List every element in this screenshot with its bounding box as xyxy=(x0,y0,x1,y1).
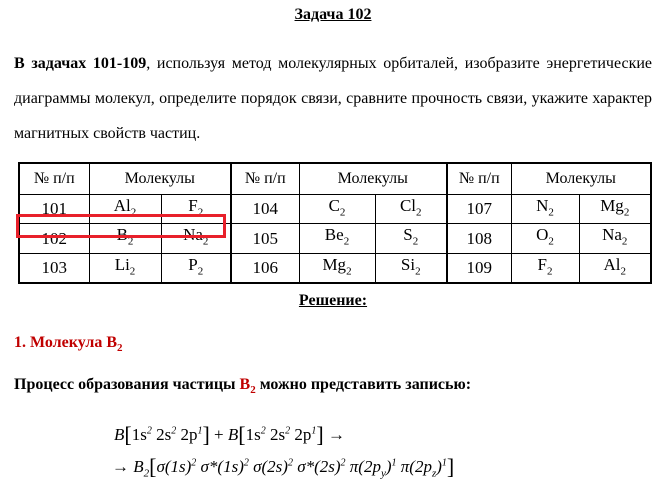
molecule-cell: $N_2$ xyxy=(511,195,579,224)
formula-molecule: → $B_2[\sigma(1s)^2$ $\sigma*(1s)^2$ $\sigma(2s)^2$ $\sigma*(2s)^2$ $\pi(2p_y)^1$ $\pi(2p_z)^1$] xyxy=(112,454,455,480)
molecule-cell: $Mg_2$ xyxy=(299,253,375,283)
task-description xyxy=(14,46,652,151)
header-molecules-2: Молекулы xyxy=(299,163,447,195)
task-number: 102 xyxy=(19,224,89,253)
molecule-cell: $Na_2$ xyxy=(579,224,651,253)
formula-atoms: $B[1s^2$ $2s^2$ $2p^1] + B[1s^2$ $2s^2$ $2p^1$] → xyxy=(114,422,345,447)
header-molecules-1: Молекулы xyxy=(89,163,231,195)
task-title: Задача 102 xyxy=(294,6,372,23)
task-range: В задачах 101-109 xyxy=(14,55,147,72)
molecule-cell: $F_2$ xyxy=(511,253,579,283)
molecule-cell: $Al_2$ xyxy=(579,253,651,283)
molecule-cell: $B_2$ xyxy=(89,224,161,253)
molecule-cell: $F_2$ xyxy=(161,195,231,224)
task-number: 106 xyxy=(231,253,299,283)
header-number-1: № п/п xyxy=(19,163,89,195)
task-table xyxy=(18,162,652,284)
task-number: 104 xyxy=(231,195,299,224)
molecule-cell: $O_2$ xyxy=(511,224,579,253)
task-number: 108 xyxy=(447,224,511,253)
task-number: 109 xyxy=(447,253,511,283)
task-number: 107 xyxy=(447,195,511,224)
molecule-cell: $P_2$ xyxy=(161,253,231,283)
molecule-cell: $C_2$ xyxy=(299,195,375,224)
table-row xyxy=(19,224,651,253)
molecule-cell: $Be_2$ xyxy=(299,224,375,253)
molecule-cell: $Al_2$ xyxy=(89,195,161,224)
molecule-cell: $Na_2$ xyxy=(161,224,231,253)
table-row xyxy=(19,195,651,224)
molecule-cell: $Li_2$ xyxy=(89,253,161,283)
task-number: 103 xyxy=(19,253,89,283)
molecule-cell: $Si_2$ xyxy=(375,253,447,283)
section-heading: 1. Молекула $B_2$ xyxy=(14,334,123,355)
process-statement: Процесс образования частицы $B_2$ можно представить записью: xyxy=(14,376,472,397)
header-molecules-3: Молекулы xyxy=(511,163,651,195)
particle-name: $B_2$ xyxy=(239,376,256,397)
molecule-cell: $Cl_2$ xyxy=(375,195,447,224)
solution-heading: Решение: xyxy=(298,292,368,309)
task-number: 101 xyxy=(19,195,89,224)
header-number-2: № п/п xyxy=(231,163,299,195)
table-row xyxy=(19,253,651,283)
header-number-3: № п/п xyxy=(447,163,511,195)
task-instructions: , используя метод молекулярных орбиталей, изобразите энергетические диаграммы молекул, определите порядок связи, сравните прочность связи, укажите характер магнитных свойств частиц. xyxy=(14,55,652,142)
molecule-cell: $S_2$ xyxy=(375,224,447,253)
molecule-cell: $Mg_2$ xyxy=(579,195,651,224)
task-number: 105 xyxy=(231,224,299,253)
table-header-row xyxy=(19,163,651,195)
